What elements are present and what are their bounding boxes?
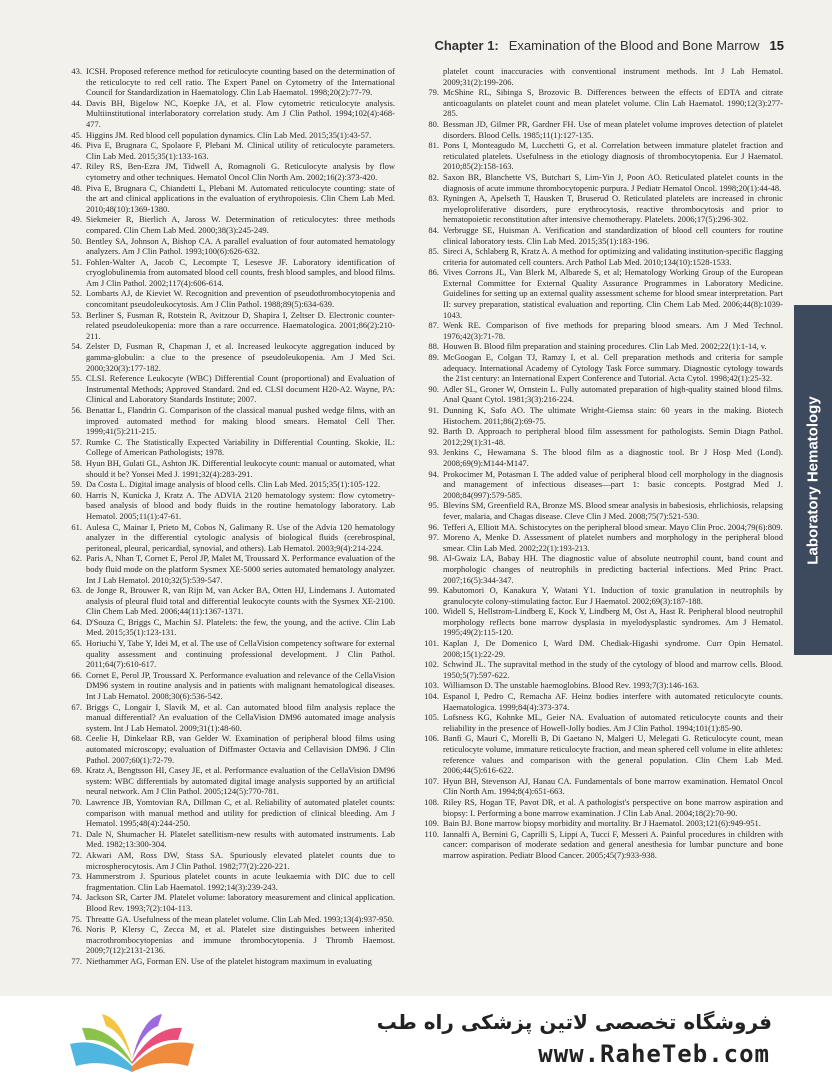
reference-entry (60, 140, 395, 161)
reference-number: 104. (424, 691, 439, 702)
reference-entry (417, 553, 783, 585)
reference-text: D'Souza C, Briggs C, Machin SJ. Platelets: the few, the young, and the active. Clin Lab Med. 2015;35(1):123-131. (86, 616, 395, 638)
reference-entry (60, 670, 395, 702)
reference-entry (60, 405, 395, 437)
reference-text: Hyun BH, Stevenson AJ, Hanau CA. Fundamentals of bone marrow examination. Hematol Oncol Clin North Am. 1994;8(4):651-663. (443, 775, 783, 797)
reference-text: Berliner S, Fusman R, Rotstein R, Avitzour D, Shapira I, Zeltser D. Electronic counter-related pseudoleukopenia: more than a rare occurrence. Haematologica. 2001;86(2):210-211. (86, 309, 395, 341)
reference-number: 87. (428, 320, 439, 331)
reference-text: ICSH. Proposed reference method for reticulocyte counting based on the determination of the reticulocyte to red cell ratio. The Expert Panel on Cytometry of the International Council for Standardization in Haematology. Clin Lab Haematol. 1998;20(2):77-79. (86, 66, 395, 98)
reference-entry (417, 797, 783, 818)
reference-number: 94. (428, 468, 439, 479)
reference-entry (60, 829, 395, 850)
reference-entry (417, 225, 783, 246)
reference-entry (417, 87, 783, 119)
reference-text: Ryningen A, Apelseth T, Hausken T, Bruserud O. Reticulated platelets are increased in chronic myeloproliferative disorders, pure erythrocytosis, reactive thrombocytosis and prior to hematopoietic reconstitution after intensive chemotherapy. Platelets. 2006;17(5):296-302. (443, 193, 783, 225)
reference-entry (417, 426, 783, 447)
reference-number: 54. (71, 341, 82, 352)
reference-entry (417, 447, 783, 468)
reference-entry (417, 500, 783, 521)
reference-text: Bentley SA, Johnson A, Bishop CA. A parallel evaluation of four automated hematology analyzers. Am J Clin Pathol. 1993;100(6):626-632. (86, 235, 395, 257)
side-tab-label: Laboratory Hematology (804, 395, 822, 565)
reference-number: 84. (428, 224, 439, 235)
watermark-banner (0, 996, 832, 1079)
reference-text: Pons I, Monteagudo M, Lucchetti G, et al. Correlation between immature platelet fraction and reticulated platelets. Usefulness in the etiology diagnosis of thrombocytopenia. Eur J Haematol. 2010;85(2):158-163. (443, 140, 783, 172)
reference-number: 65. (71, 638, 82, 649)
reference-number: 62. (71, 553, 82, 564)
reference-number: 43. (71, 66, 82, 76)
reference-entry (60, 66, 395, 98)
reference-number: 75. (71, 913, 82, 924)
reference-number: 103. (424, 680, 439, 691)
reference-text: Lofsness KG, Kohnke ML, Geier NA. Evaluation of automated reticulocyte counts and their reliability in the presence of Howell-Jolly bodies. Am J Clin Pathol. 1994;101(1):85-90. (443, 712, 783, 733)
reference-entry (417, 119, 783, 140)
reference-text: Piva E, Brugnara C, Chiandetti L, Plebani M. Automated reticulocyte counting: state of the art and clinical applications in the evaluation of erythropoiesis. Clin Chem Lab Med. 2010;48(10):1369-1380. (86, 182, 395, 214)
reference-entry (60, 850, 395, 871)
section-side-tab (794, 305, 832, 655)
reference-number: 50. (71, 235, 82, 246)
reference-number: 60. (71, 489, 82, 500)
reference-entry (60, 288, 395, 309)
reference-number: 100. (424, 606, 439, 617)
reference-number: 91. (428, 405, 439, 415)
page-number: 15 (769, 38, 784, 53)
reference-entry (417, 776, 783, 797)
reference-entry (60, 522, 395, 554)
reference-text: Banfi G, Mauri C, Morelli B, Di Gaetano N, Malgeri U, Melegati G. Reticulocyte count, mean reticulocyte volume, immature reticulocyte fraction, and mean sphered cell volume in elite athletes: reference values and comparison with the general population. Clin Chem Lab Med. 2006;44(5):616-622. (443, 733, 783, 776)
reference-number: 101. (424, 638, 439, 649)
reference-text: Ceelie H, Dinkelaar RB, van Gelder W. Examination of peripheral blood films using automated microscopy; evaluation of Diffmaster Octavia and Cellavision DM96. J Clin Pathol. 2007;60(1):72-79. (86, 733, 395, 765)
reference-text: Fohlen-Walter A, Jacob C, Lecompte T, Lesesve JF. Laboratory identification of cryoglobulinemia from automated blood cell counts, fresh blood samples, and blood films. Am J Clin Pathol. 2002;117(4):606-614. (86, 256, 395, 288)
reference-text: Horiuchi Y, Tabe Y, Idei M, et al. The use of CellaVision competency software for external quality assessment and continuing professional development. J Clin Pathol. 2011;64(7):610-617. (86, 638, 395, 670)
reference-entry (60, 585, 395, 617)
reference-entry (417, 818, 783, 829)
reference-text: Wenk RE. Comparison of five methods for preparing blood smears. Am J Med Technol. 1976;42(3):71-78. (443, 320, 783, 341)
reference-number: 68. (71, 733, 82, 744)
reference-number (417, 66, 439, 87)
reference-number: 69. (71, 765, 82, 776)
reference-number: 95. (428, 500, 439, 511)
reference-entry (417, 140, 783, 172)
reference-text: Riley RS, Hogan TF, Pavot DR, et al. A pathologist's perspective on bone marrow aspiration and biopsy: I. Performing a bone marrow examination. J Clin Lab Anal. 2004;18(2):70-90. (443, 796, 783, 818)
reference-entry (60, 617, 395, 638)
reference-number: 59. (71, 479, 82, 490)
reference-entry (417, 691, 783, 712)
reference-number: 110. (424, 828, 439, 839)
reference-number: 70. (71, 796, 82, 807)
reference-entry (60, 871, 395, 892)
reference-entry (417, 246, 783, 267)
reference-text: Hyun BH, Gulati GL, Ashton JK. Differential leukocyte count: manual or automated, what should it be? Yonsei Med J. 1991;32(4):283-291. (86, 457, 395, 479)
reference-text: Houwen B. Blood film preparation and staining procedures. Clin Lab Med. 2002;22(1):1-14, v. (443, 341, 767, 352)
reference-entry (60, 257, 395, 289)
reference-text: Adler SL, Groner W, Ornstein L. Fully automated preparation of high-quality stained blood films. Anal Quant Cytol. 1981;3(3):216-224. (443, 383, 783, 405)
reference-entry (60, 130, 395, 141)
reference-text: Barth D. Approach to peripheral blood film assessment for pathologists. Semin Diagn Pathol. 2012;29(1):31-48. (443, 426, 783, 447)
reference-text: Akwari AM, Ross DW, Stass SA. Spuriously elevated platelet counts due to microspherocytosis. Am J Clin Pathol. 1982;77(2):220-221. (86, 849, 395, 871)
reference-number: 77. (71, 955, 82, 966)
reference-entry (417, 659, 783, 680)
reference-text: Jenkins C, Hewamana S. The blood film as a diagnostic tool. Br J Hosp Med (Lond). 2008;69(9):M144-M147. (443, 447, 783, 468)
reference-number: 90. (428, 383, 439, 394)
reference-text: Niethammer AG, Forman EN. Use of the platelet histogram maximum in evaluating (86, 955, 372, 966)
reference-text: Al-Gwaiz LA, Babay HH. The diagnostic value of absolute neutrophil count, band count and morphologic changes of neutrophils in predicting bacterial infections. Med Princ Pract. 2007;16(5):344-347. (443, 553, 783, 585)
reference-text: Widell S, Hellstrom-Lindberg E, Kock Y, Lindberg M, Ost A, Hast R. Peripheral blood neutrophil morphology reflects bone marrow dysplasia in myelodysplastic syndromes. Am J Hematol. 1995;49(2):115-120. (443, 606, 783, 638)
reference-text: Threatte GA. Usefulness of the mean platelet volume. Clin Lab Med. 1993;13(4):937-950. (86, 913, 395, 924)
reference-text: Schwind JL. The supravital method in the study of the cytology of blood and marrow cells. Blood. 1950;5(7):597-622. (443, 659, 783, 680)
references-right-column (417, 66, 783, 861)
reference-text: Dale N, Shumacher H. Platelet satellitism-new results with automated instruments. Lab Med. 1982;13:300-304. (86, 828, 395, 850)
reference-number: 64. (71, 616, 82, 627)
reference-entry (417, 352, 783, 384)
reference-entry (60, 458, 395, 479)
shop-name: فروشگاه تخصصی لاتین پزشکی راه طب (376, 1010, 772, 1034)
reference-number: 56. (71, 405, 82, 415)
reference-number: 47. (71, 161, 82, 172)
reference-number: 76. (71, 924, 82, 935)
reference-entry (60, 479, 395, 490)
reference-entry (417, 733, 783, 775)
shop-url: www.RaheTeb.com (538, 1040, 770, 1068)
reference-text: Harris N, Kunicka J, Kratz A. The ADVIA 2120 hematology system: flow cytometry-based analysis of blood and body fluids in the routine hematology laboratory. Lab Hematol. 2005;11(1):47-61. (86, 489, 395, 521)
reference-number: 82. (428, 171, 439, 182)
reference-number: 49. (71, 214, 82, 225)
reference-number: 99. (428, 585, 439, 596)
reference-entry (60, 733, 395, 765)
reference-text: Riley RS, Ben-Ezra JM, Tidwell A, Romagnoli G. Reticulocyte analysis by flow cytometry and other techniques. Hematol Oncol Clin North Am. 2002;16(2):373-420. (86, 161, 395, 182)
reference-number: 88. (428, 341, 439, 352)
reference-text: Siekmeier R, Bierlich A, Jaross W. Determination of reticulocytes: three methods compared. Clin Chem Lab Med. 2000;38(3):245-249. (86, 214, 395, 235)
reference-number: 102. (424, 659, 439, 670)
reference-entry (417, 680, 783, 691)
reference-entry (60, 98, 395, 130)
reference-entry (417, 712, 783, 733)
reference-text: Zelster D, Fusman R, Chapman J, et al. Increased leukocyte aggregation induced by gamma-globulin: a clue to the presence of pseudoleukopenia. Am J Med Sci. 2000;320(3):177-182. (86, 341, 395, 373)
reference-text: Paris A, Nhan T, Cornet E, Perol JP, Malet M, Troussard X. Performance evaluation of the body fluid mode on the platform Sysmex XE-5000 series automated hematology analyzer. Int J Lab Hematol. 2010;32(5):539-547. (86, 553, 395, 585)
reference-number: 57. (71, 436, 82, 447)
reference-number: 79. (428, 87, 439, 98)
reference-text: platelet count inaccuracies with conventional instrument methods. Int J Lab Hematol. 2009;31(2):199-206. (443, 66, 783, 87)
reference-entry (60, 956, 395, 967)
reference-entry (417, 320, 783, 341)
reference-number: 74. (71, 892, 82, 903)
reference-entry (417, 469, 783, 501)
reference-text: Higgins JM. Red blood cell population dynamics. Clin Lab Med. 2015;35(1):43-57. (86, 129, 372, 140)
reference-entry (417, 532, 783, 553)
reference-entry (60, 161, 395, 182)
reference-number: 97. (428, 532, 439, 543)
reference-entry (417, 606, 783, 638)
reference-text: CLSI. Reference Leukocyte (WBC) Differential Count (proportional) and Evaluation of Instrumental Methods; Approved Standard. 2nd ed. CLSI document H20-A2. Wayne, PA: Clinical and Laboratory Standards Institute; 2007. (86, 373, 395, 405)
reference-number: 63. (71, 585, 82, 596)
reference-entry (60, 490, 395, 522)
reference-text: Kaplan J, De Domenico I, Ward DM. Chediak-Higashi syndrome. Curr Opin Hematol. 2008;15(1):22-29. (443, 638, 783, 659)
reference-text: McShine RL, Sibinga S, Brozovic B. Differences between the effects of EDTA and citrate anticoagulants on platelet count and mean platelet volume. Clin Lab Haematol. 1990;12(3):277-285. (443, 87, 783, 119)
reference-text: Verbrugge SE, Huisman A. Verification and standardization of blood cell counters for routine clinical laboratory tests. Clin Lab Med. 2015;35(1):183-196. (443, 224, 783, 246)
reference-entry (417, 405, 783, 426)
reference-number: 58. (71, 457, 82, 468)
reference-entry (417, 66, 783, 87)
reference-text: Davis BH, Bigelow NC, Koepke JA, et al. Flow cytometric reticulocyte analysis. Multiinstitutional interlaboratory correlation study. Am J Clin Pathol. 1994;102(4):468-477. (86, 97, 395, 129)
reference-text: Williamson D. The unstable haemoglobins. Blood Rev. 1993;7(3):146-163. (443, 680, 700, 691)
reference-entry (417, 585, 783, 606)
reference-number: 109. (424, 818, 439, 829)
reference-text: Tefferi A, Elliott MA. Schistocytes on the peripheral blood smear. Mayo Clin Proc. 2004;79(6):809. (443, 521, 783, 532)
reference-entry (417, 829, 783, 861)
reference-number: 92. (428, 426, 439, 437)
reference-number: 98. (428, 553, 439, 564)
reference-entry (60, 553, 395, 585)
chapter-title: Examination of the Blood and Bone Marrow (508, 38, 760, 53)
reference-number: 51. (71, 256, 82, 267)
reference-text: Dunning K, Safo AO. The ultimate Wright-Giemsa stain: 60 years in the making. Biotech Histochem. 2011;86(2):69-75. (443, 405, 783, 426)
reference-number: 85. (428, 246, 439, 257)
reference-entry (60, 214, 395, 235)
reference-number: 89. (428, 352, 439, 363)
reference-entry (60, 914, 395, 925)
reference-entry (60, 765, 395, 797)
reference-text: Lawrence JB, Yomtovian RA, Dillman C, et al. Reliability of automated platelet counts: comparison with manual method and utility for prediction of clinical bleeding. Am J Hematol. 1995;48(4):244-250. (86, 796, 395, 829)
running-header (434, 38, 784, 53)
reference-text: Noris P, Klersy C, Zecca M, et al. Platelet size distinguishes between inherited macrothrombocytopenias and immune thrombocytopenia. J Thromb Haemost. 2009;7(12):2131-2136. (86, 924, 395, 956)
reference-entry (60, 924, 395, 956)
references-left-column (60, 66, 395, 966)
reference-entry (60, 183, 395, 215)
reference-text: de Jonge R, Brouwer R, van Rijn M, van Acker BA, Otten HJ, Lindemans J. Automated analysis of pleural fluid total and differential leukocyte counts with the Sysmex XE-2100. Clin Chem Lab Med. 2006;44(11):1367-1371. (86, 585, 395, 617)
reference-number: 86. (428, 267, 439, 278)
reference-number: 44. (71, 97, 82, 108)
reference-text: Da Costa L. Digital image analysis of blood cells. Clin Lab Med. 2015;35(1):105-122. (86, 479, 381, 490)
reference-entry (417, 267, 783, 320)
reference-text: Blevins SM, Greenfield RA, Bronze MS. Blood smear analysis in babesiosis, ehrlichiosis, relapsing fever, malaria, and Chagas disease. Cleve Clin J Med. 2008;75(7):521-530. (443, 500, 783, 521)
reference-entry (417, 193, 783, 225)
reference-number: 66. (71, 669, 82, 680)
reference-number: 106. (424, 733, 439, 744)
reference-text: Lombarts AJ, de Kieviet W. Recognition and prevention of pseudothrombocytopenia and concomitant pseudoleukocytosis. Am J Clin Pathol. 1988;89(5):634-639. (86, 288, 395, 310)
reference-entry (60, 341, 395, 373)
reference-number: 53. (71, 309, 82, 320)
reference-entry (60, 437, 395, 458)
reference-number: 83. (428, 193, 439, 204)
reference-entry (417, 638, 783, 659)
reference-number: 46. (71, 140, 82, 151)
book-logo-icon (62, 1006, 202, 1076)
reference-number: 61. (71, 521, 82, 532)
reference-text: Cornet E, Perol JP, Troussard X. Performance evaluation and relevance of the CellaVision DM96 system in routine analysis and in patients with malignant hematological diseases. Int J Lab Hematol. 2008;30(6):536-542. (86, 669, 395, 702)
reference-number: 81. (428, 140, 439, 151)
reference-text: Hammerstrom J. Spurious platelet counts in acute leukaemia with DIC due to cell fragmentation. Clin Lab Haematol. 1992;14(3):239-243. (86, 871, 395, 892)
reference-text: Vives Corrons JL, Van Blerk M, Albarede S, et al; Hematology Working Group of the European External Committee for External Quality Assurance Programmes in Laboratory Medicine. Guidelines for setting up an external quality assessment scheme for blood smear interpretation. Part II: survey preparation, statistical evaluation and reporting. Clin Chem Lab Med. 2006;44(8):1039-1043. (443, 267, 783, 320)
reference-number: 71. (71, 828, 82, 839)
reference-entry (60, 310, 395, 342)
reference-text: Bessman JD, Gilmer PR, Gardner FH. Use of mean platelet volume improves detection of platelet disorders. Blood Cells. 1985;11(1):127-135. (443, 118, 783, 140)
reference-text: Sireci A, Schlaberg R, Kratz A. A method for optimizing and validating institution-specific flagging criteria for automated cell counters. Arch Pathol Lab Med. 2010;134(10):1528-1533. (443, 246, 783, 267)
reference-entry (417, 172, 783, 193)
reference-number: 105. (424, 712, 439, 723)
reference-entry (60, 638, 395, 670)
reference-text: Kratz A, Bengtsson HI, Casey JE, et al. Performance evaluation of the CellaVision DM96 system: WBC differentials by automated digital image analysis supported by an artificial neural network. Am J Clin Pathol. 2005;124(5):770-781. (86, 765, 395, 797)
reference-number: 73. (71, 871, 82, 882)
reference-entry (60, 236, 395, 257)
reference-number: 107. (424, 775, 439, 786)
reference-number: 55. (71, 373, 82, 384)
reference-entry (60, 702, 395, 734)
reference-text: Espanol I, Pedro C, Remacha AF. Heinz bodies interfere with automated reticulocyte counts. Haematologica. 1999;84(4):373-374. (443, 691, 783, 712)
reference-text: McGoogan E, Colgan TJ, Ramzy I, et al. Cell preparation methods and criteria for sample adequacy. International Academy of Cytology Task Force summary. Diagnostic cytology towards the 21st century: an International Expert Conference and Tutorial. Acta Cytol. 1998;42(1):25-32. (443, 352, 783, 384)
reference-text: Moreno A, Menke D. Assessment of platelet numbers and morphology in the peripheral blood smear. Clin Lab Med. 2002;22(1):193-213. (443, 532, 783, 553)
reference-number: 72. (71, 849, 82, 860)
reference-number: 45. (71, 129, 82, 140)
reference-text: Benattar L, Flandrin G. Comparison of the classical manual pushed wedge films, with an improved automated method for making blood smears. Hematol Cell Ther. 1999;41(5):211-215. (86, 405, 395, 437)
chapter-label: Chapter 1: (434, 38, 499, 53)
reference-number: 80. (428, 118, 439, 129)
reference-text: Rumke C. The Statistically Expected Variability in Differential Counting. Skokie, IL: College of American Pathologists; 1978. (86, 436, 395, 458)
reference-text: Iannalfi A, Bernini G, Caprilli S, Lippi A, Tucci F, Messeri A. Painful procedures in children with cancer: comparison of moderate sedation and general anesthesia for lumbar puncture and bone marrow aspiration. Pediatr Blood Cancer. 2005;45(7):933-938. (443, 828, 783, 860)
reference-text: Kabutomori O, Kanakura Y, Watani Y1. Induction of toxic granulation in neutrophils by granulocyte colony-stimulating factor. Eur J Haematol. 2002;69(3):187-188. (443, 585, 783, 606)
reference-text: Briggs C, Longair I, Slavik M, et al. Can automated blood film analysis replace the manual differential? An evaluation of the CellaVision DM96 automated image analysis system. Int J Lab Hematol. 2009;31(1):48-60. (86, 701, 395, 733)
reference-number: 93. (428, 447, 439, 458)
reference-entry (60, 373, 395, 405)
reference-entry (417, 522, 783, 533)
reference-number: 108. (424, 796, 439, 807)
reference-entry (60, 797, 395, 829)
reference-text: Prokocimer M, Potasman I. The added value of peripheral blood cell morphology in the diagnosis and management of infectious diseases—part 1: basic concepts. Postgrad Med J. 2008;84(997):579-585. (443, 468, 783, 500)
reference-entry (417, 341, 783, 352)
reference-entry (60, 892, 395, 913)
reference-text: Piva E, Brugnara C, Spolaore F, Plebani M. Clinical utility of reticulocyte parameters. Clin Lab Med. 2015;35(1):133-163. (86, 140, 395, 161)
reference-number: 48. (71, 182, 82, 193)
reference-text: Bain BJ. Bone marrow biopsy morbidity and mortality. Br J Haematol. 2003;121(6):949-951. (443, 818, 761, 829)
reference-entry (417, 384, 783, 405)
reference-text: Saxon BR, Blanchette VS, Butchart S, Lim-Yin J, Poon AO. Reticulated platelet counts in the diagnosis of acute immune thrombocytopenic purpura. J Pediatr Hematol Oncol. 1998;20(1):44-48. (443, 171, 783, 193)
reference-text: Jackson SR, Carter JM. Platelet volume: laboratory measurement and clinical application. Blood Rev. 1993;7(2):104-113. (86, 892, 395, 913)
reference-number: 96. (428, 521, 439, 532)
reference-text: Aulesa C, Mainar I, Prieto M, Cobos N, Galimany R. Use of the Advia 120 hematology analyzer in the differential cytologic analysis of biological fluids (cerebrospinal, peritoneal, pleural, pericardial, synovial, and others). Lab Hematol. 2003;9(4):214-224. (86, 521, 395, 553)
reference-number: 67. (71, 701, 82, 712)
reference-number: 52. (71, 288, 82, 299)
